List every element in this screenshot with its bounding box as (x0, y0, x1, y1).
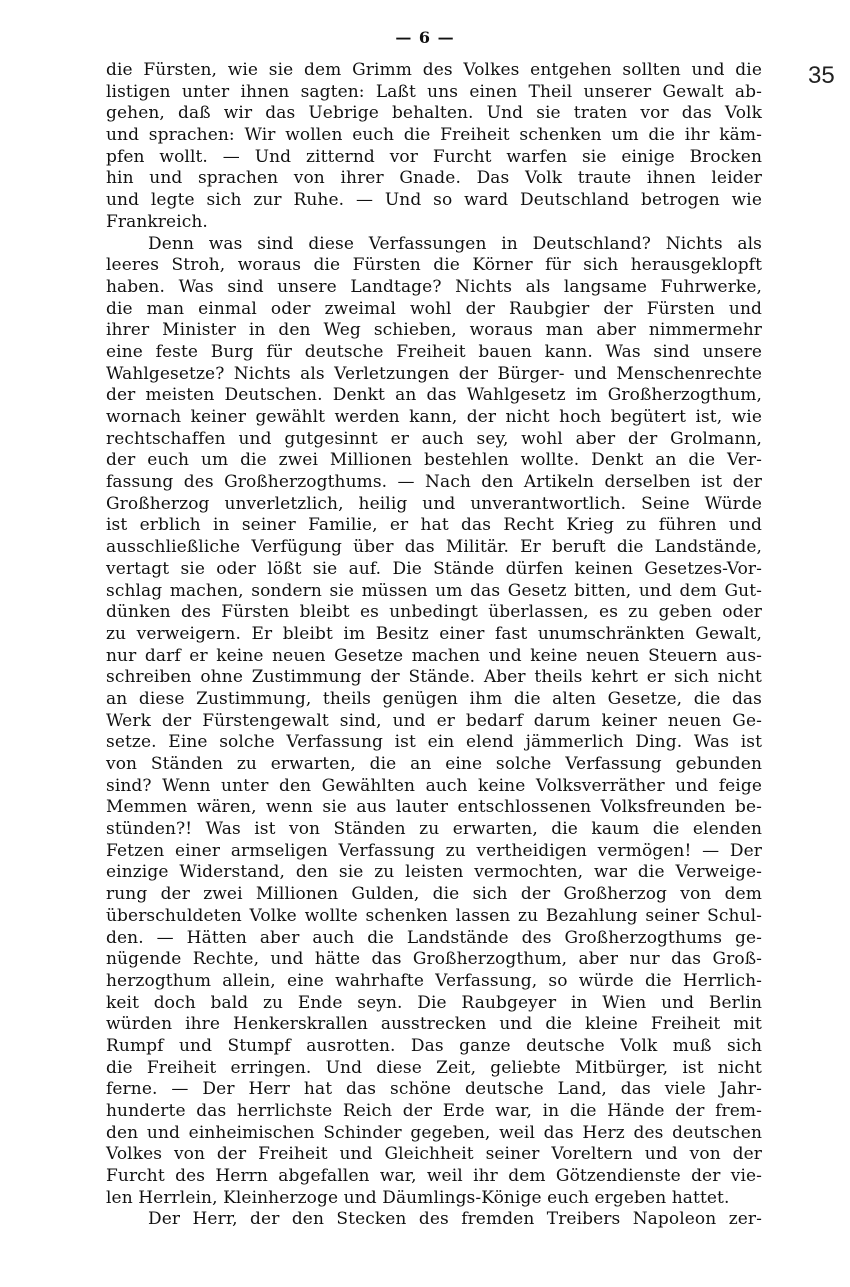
text-line: dünken des Fürsten bleibt es unbedingt überlassen, es zu geben oder (106, 602, 762, 623)
text-line: die Freiheit erringen. Und diese Zeit, geliebte Mitbürger, ist nicht (106, 1057, 762, 1078)
text-line: eine feste Burg für deutsche Freiheit bauen kann. Was sind unsere (106, 341, 762, 362)
text-line: würden ihre Henkerskrallen ausstrecken und die kleine Freiheit mit (106, 1014, 762, 1035)
text-line: die man einmal oder zweimal wohl der Raubgier der Fürsten und (106, 298, 762, 319)
text-line: und legte sich zur Ruhe. — Und so ward Deutschland betrogen wie (106, 190, 762, 211)
text-line: an diese Zustimmung, theils genügen ihm die alten Gesetze, die das (106, 688, 762, 709)
text-line: pfen wollt. — Und zitternd vor Furcht warfen sie einige Brocken (106, 146, 762, 167)
text-line: den und einheimischen Schinder gegeben, weil das Herz des deutschen (106, 1122, 762, 1143)
text-line: Memmen wären, wenn sie aus lauter entschlossenen Volksfreunden be- (106, 797, 762, 818)
text-line: len Herrlein, Kleinherzoge und Däumlings-Könige euch ergeben hattet. (106, 1187, 730, 1208)
text-line: Denn was sind diese Verfassungen in Deutschland? Nichts als (148, 233, 762, 254)
text-line: gehen, daß wir das Uebrige behalten. Und sie traten vor das Volk (106, 103, 762, 124)
text-line: zu verweigern. Er bleibt im Besitz einer fast unumschränkten Gewalt, (106, 623, 762, 644)
text-line: haben. Was sind unsere Landtage? Nichts als langsame Fuhrwerke, (106, 276, 762, 297)
text-line: den. — Hätten aber auch die Landstände des Großherzogthums ge- (106, 927, 762, 948)
text-line: Werk der Fürstengewalt sind, und er bedarf darum keiner neuen Ge- (106, 710, 762, 731)
text-line: setze. Eine solche Verfassung ist ein elend jämmerlich Ding. Was ist (106, 732, 762, 753)
text-line: Großherzog unverletzlich, heilig und unverantwortlich. Seine Würde (106, 493, 762, 514)
text-line: einzige Widerstand, den sie zu leisten vermochten, war die Verweige- (106, 862, 762, 883)
body-text (106, 60, 762, 1231)
text-line: listigen unter ihnen sagten: Laßt uns einen Theil unserer Gewalt ab- (106, 81, 762, 102)
text-line: von Ständen zu erwarten, die an eine solche Verfassung gebunden (106, 754, 762, 774)
text-line: überschuldeten Volke wollte schenken lassen zu Bezahlung seiner Schul- (106, 905, 762, 926)
page-number-header: — 6 — (395, 28, 455, 47)
text-line: Der Herr, der den Stecken des fremden Treibers Napoleon zer- (148, 1209, 762, 1230)
text-line: die Fürsten, wie sie dem Grimm des Volkes entgehen sollten und die (106, 60, 762, 80)
text-line: der euch um die zwei Millionen bestehlen wollte. Denkt an die Ver- (106, 450, 762, 471)
text-line: Wahlgesetze? Nichts als Verletzungen der Bürger- und Menschenrechte (106, 363, 762, 384)
text-line: herzogthum allein, eine wahrhafte Verfassung, so würde die Herrlich- (106, 970, 762, 991)
archive-page-number: 35 (808, 62, 835, 89)
text-line: schlag machen, sondern sie müssen um das Gesetz bitten, und dem Gut- (106, 580, 762, 601)
text-line: hunderte das herrlichste Reich der Erde war, in die Hände der frem- (106, 1101, 762, 1121)
text-line: schreiben ohne Zustimmung der Stände. Aber theils kehrt er sich nicht (106, 667, 762, 688)
text-line: ist erblich in seiner Familie, er hat das Recht Krieg zu führen und (106, 515, 762, 536)
text-line: Furcht des Herrn abgefallen war, weil ihr dem Götzendienste der vie- (106, 1166, 762, 1187)
text-line: sind? Wenn unter den Gewählten auch keine Volksverräther und feige (106, 775, 762, 796)
text-line: ihrer Minister in den Weg schieben, woraus man aber nimmermehr (106, 320, 762, 341)
text-line: und sprachen: Wir wollen euch die Freiheit schenken um die ihr käm- (106, 125, 762, 146)
text-line: ausschließliche Verfügung über das Militär. Er beruft die Landstände, (106, 537, 762, 558)
text-line: stünden?! Was ist von Ständen zu erwarten, die kaum die elenden (106, 819, 762, 840)
text-line: rechtschaffen und gutgesinnt er auch sey, wohl aber der Grolmann, (106, 428, 762, 449)
text-line: Volkes von der Freiheit und Gleichheit seiner Voreltern und von der (106, 1144, 762, 1165)
text-line: ferne. — Der Herr hat das schöne deutsche Land, das viele Jahr- (106, 1079, 762, 1100)
text-line: der meisten Deutschen. Denkt an das Wahlgesetz im Großherzogthum, (106, 385, 762, 406)
text-line: fassung des Großherzogthums. — Nach den Artikeln derselben ist der (106, 472, 762, 493)
text-line: wornach keiner gewählt werden kann, der nicht hoch begütert ist, wie (106, 407, 762, 427)
text-line: leeres Stroh, woraus die Fürsten die Körner für sich herausgeklopft (106, 255, 762, 276)
text-line: Fetzen einer armseligen Verfassung zu vertheidigen vermögen! — Der (106, 840, 762, 861)
text-line: keit doch bald zu Ende seyn. Die Raubgeyer in Wien und Berlin (106, 992, 762, 1013)
text-line: hin und sprachen von ihrer Gnade. Das Volk traute ihnen leider (106, 168, 762, 189)
text-line: nügende Rechte, und hätte das Großherzogthum, aber nur das Groß- (106, 949, 762, 970)
text-line: Rumpf und Stumpf ausrotten. Das ganze deutsche Volk muß sich (106, 1035, 762, 1056)
text-line: nur darf er keine neuen Gesetze machen und keine neuen Steuern aus- (106, 645, 762, 666)
text-line: vertagt sie oder lößt sie auf. Die Stände dürfen keinen Gesetzes-Vor- (106, 558, 762, 579)
text-line: Frankreich. (106, 211, 208, 232)
text-line: rung der zwei Millionen Gulden, die sich der Großherzog von dem (106, 884, 762, 905)
